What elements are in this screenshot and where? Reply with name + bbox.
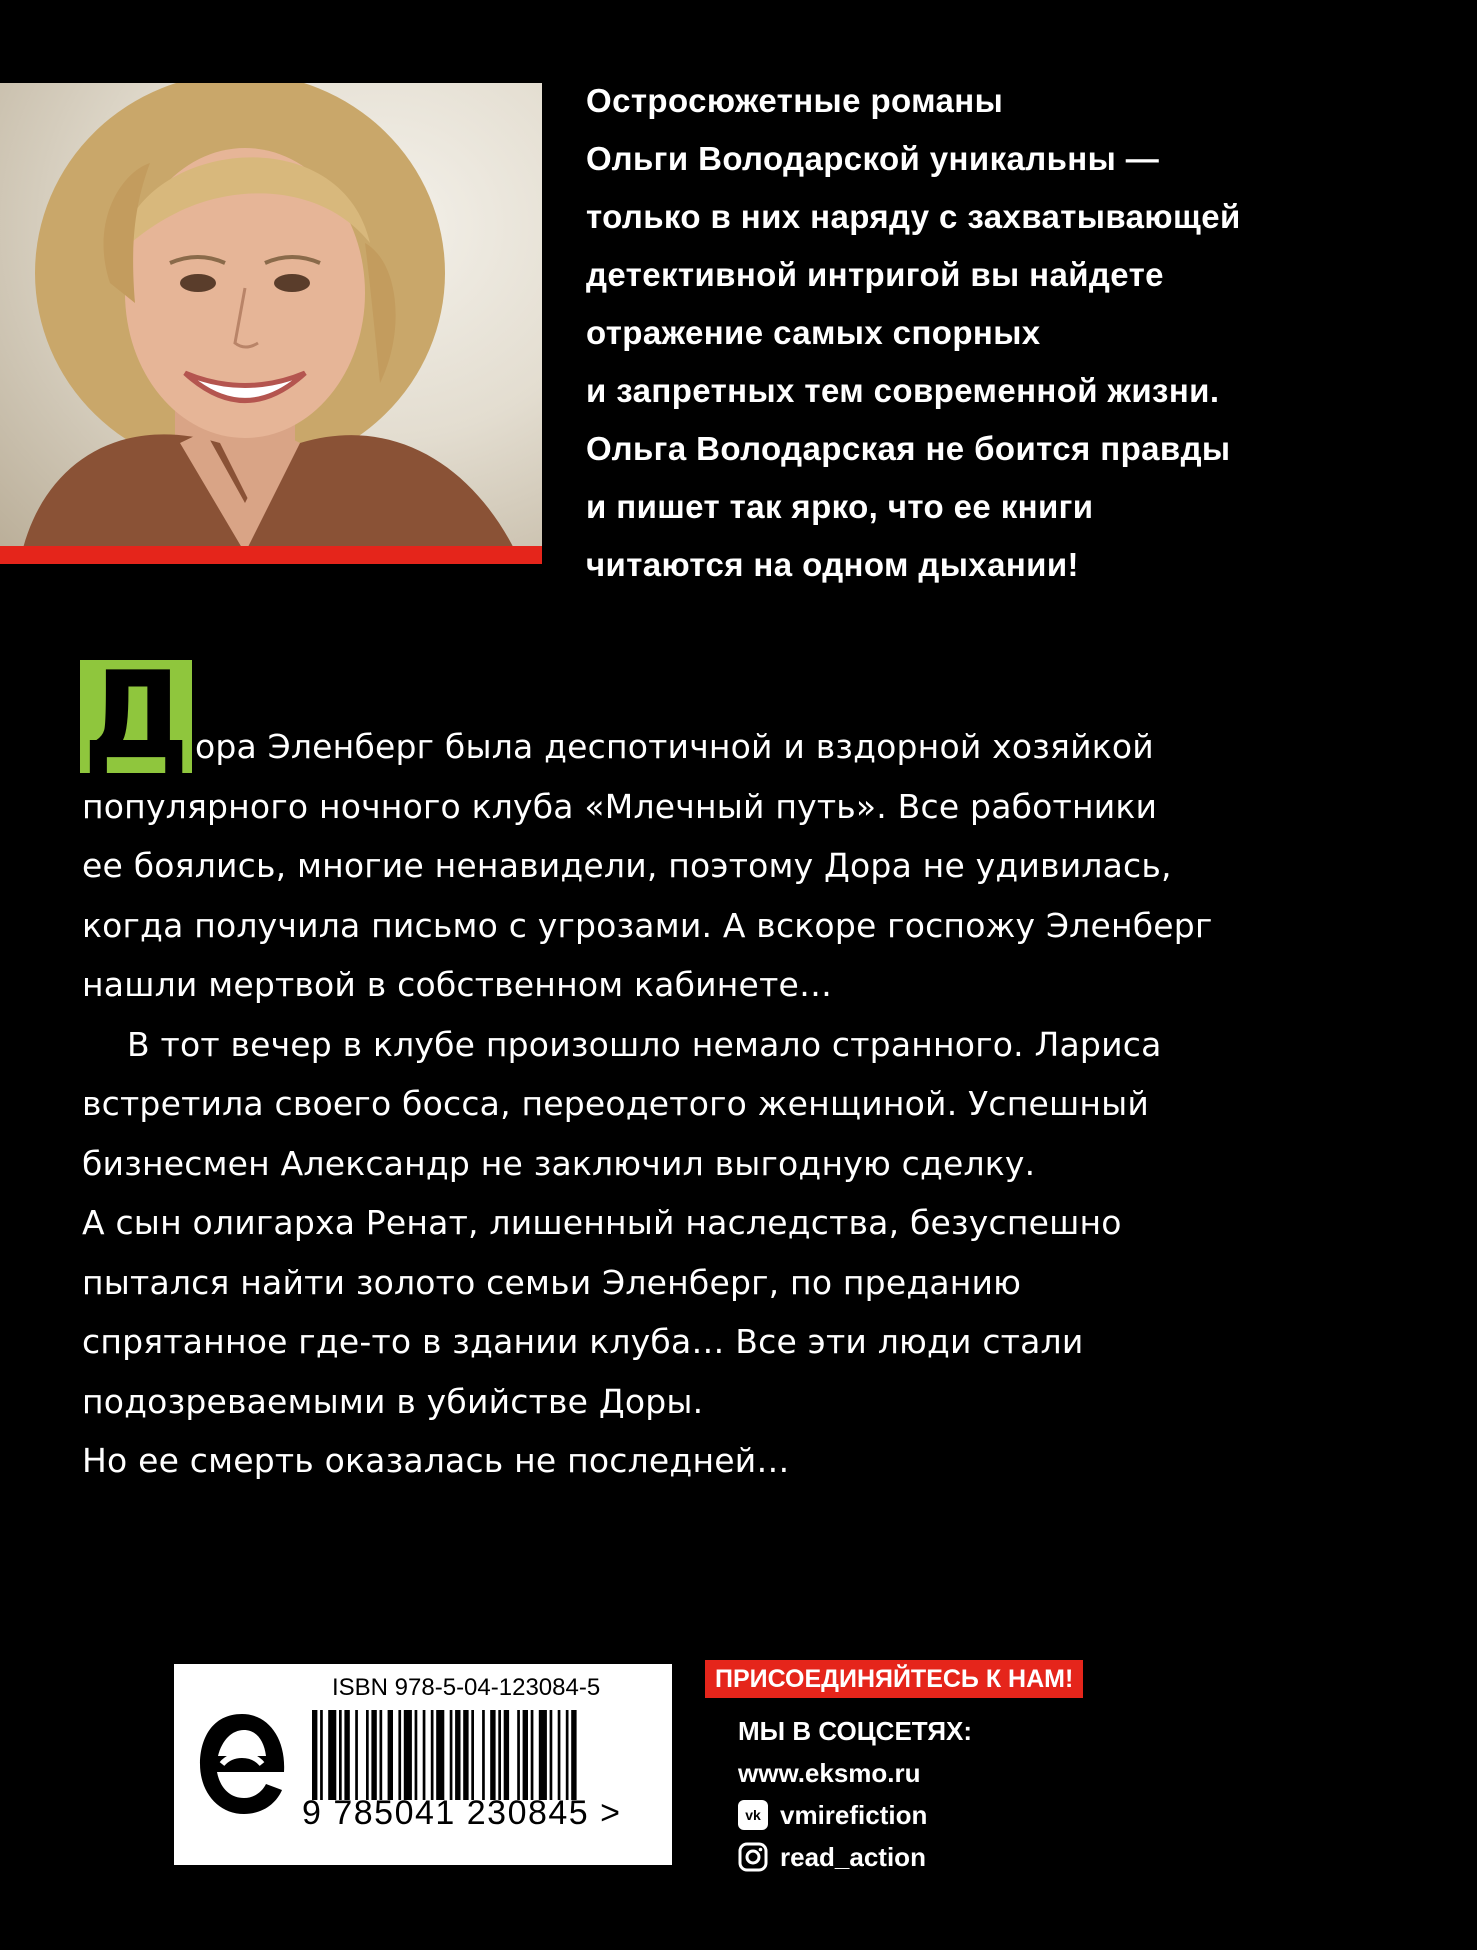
quote-line: отражение самых спорных bbox=[586, 314, 1041, 351]
vk-icon bbox=[738, 1800, 768, 1830]
barcode-panel bbox=[174, 1664, 672, 1865]
instagram-link[interactable] bbox=[738, 1836, 972, 1878]
synopsis-line: ора Эленберг была деспотичной и вздорной хозяйкой bbox=[195, 727, 1154, 766]
synopsis-line: популярного ночного клуба «Млечный путь». Все работники bbox=[82, 786, 1158, 826]
social-heading-text: МЫ В СОЦСЕТЯХ: bbox=[738, 1716, 973, 1746]
synopsis-line: В тот вечер в клубе произошло немало странного. Лариса bbox=[127, 1024, 1162, 1064]
synopsis-line: нашли мертвой в собственном кабинете… bbox=[82, 965, 833, 1004]
synopsis-text bbox=[82, 717, 1422, 1491]
synopsis-line: ее боялись, многие ненавидели, поэтому Дора не удивилась, bbox=[82, 846, 1172, 885]
quote-line: только в них наряду с захватывающей bbox=[586, 198, 1241, 235]
quote-line: и запретных тем современной жизни. bbox=[586, 372, 1220, 409]
social-heading bbox=[738, 1710, 972, 1752]
quote-line: Остросюжетные романы bbox=[586, 82, 1004, 119]
instagram-handle: read_action bbox=[780, 1842, 926, 1872]
synopsis-line: бизнесмен Александр не заключил выгодную сделку. bbox=[82, 1143, 1036, 1183]
synopsis-line: пытался найти золото семьи Эленберг, по преданию bbox=[82, 1262, 1022, 1302]
synopsis-line: подозреваемыми в убийстве Доры. bbox=[82, 1381, 704, 1421]
synopsis-line: А сын олигарха Ренат, лишенный наследства, безуспешно bbox=[82, 1203, 1122, 1242]
website-text: www.eksmo.ru bbox=[738, 1758, 921, 1788]
instagram-icon bbox=[738, 1842, 768, 1872]
svg-text:vk: vk bbox=[745, 1807, 761, 1823]
drop-cap-letter: Д bbox=[80, 660, 192, 773]
website-link[interactable] bbox=[738, 1752, 972, 1794]
quote-line: детективной интригой вы найдете bbox=[586, 256, 1164, 293]
vk-link[interactable] bbox=[738, 1794, 972, 1836]
quote-line: Ольги Володарской уникальны — bbox=[586, 140, 1160, 177]
barcode-bars bbox=[312, 1710, 657, 1800]
photo-red-underline bbox=[0, 546, 542, 564]
join-us-banner: ПРИСОЕДИНЯЙТЕСЬ К НАМ! bbox=[705, 1660, 1083, 1698]
synopsis-line: Но ее смерть оказалась не последней… bbox=[82, 1441, 790, 1480]
synopsis-line: когда получила письмо с угрозами. А вскоре госпожу Эленберг bbox=[82, 905, 1213, 945]
isbn-number: ISBN 978-5-04-123084-5 bbox=[332, 1674, 601, 1701]
author-quote bbox=[586, 72, 1446, 594]
quote-line: читаются на одном дыхании! bbox=[586, 546, 1079, 583]
synopsis-line: встретила своего босса, переодетого женщиной. Успешный bbox=[82, 1084, 1150, 1123]
synopsis-line: спрятанное где-то в здании клуба… Все эти люди стали bbox=[82, 1322, 1084, 1361]
eksmo-logo-icon bbox=[192, 1704, 292, 1829]
social-links bbox=[738, 1710, 972, 1878]
quote-line: и пишет так ярко, что ее книги bbox=[586, 488, 1094, 525]
author-photo bbox=[0, 83, 542, 561]
quote-line: Ольга Володарская не боится правды bbox=[586, 430, 1231, 467]
vk-handle: vmirefiction bbox=[780, 1800, 928, 1830]
barcode-digits: 9 785041 230845 > bbox=[302, 1794, 622, 1832]
